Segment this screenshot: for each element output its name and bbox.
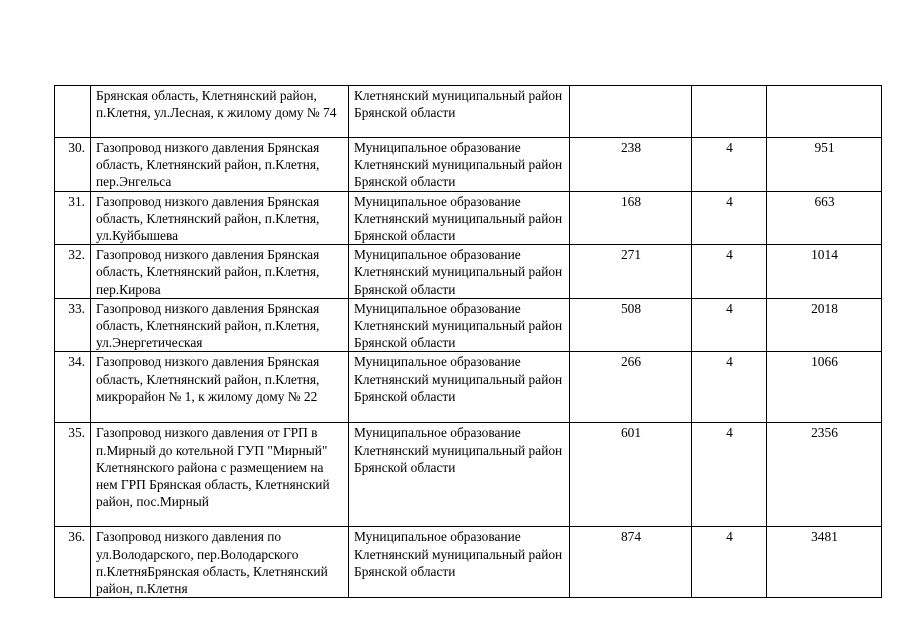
length: 601 [570, 423, 692, 527]
object-name: Газопровод низкого давления Брянская область, Клетнянский район, п.Клетня, пер.Кирова [91, 245, 349, 299]
table-row [55, 527, 882, 598]
value: 1066 [767, 352, 882, 423]
pressure: 4 [692, 245, 767, 299]
value [767, 86, 882, 138]
table-body [55, 86, 882, 598]
row-number: 32. [55, 245, 91, 299]
owner: Муниципальное образование Клетнянский муниципальный район Брянской области [349, 138, 570, 192]
owner: Муниципальное образование Клетнянский муниципальный район Брянской области [349, 245, 570, 299]
pressure: 4 [692, 191, 767, 245]
table-row [55, 138, 882, 192]
table-row [55, 423, 882, 527]
value: 3481 [767, 527, 882, 598]
row-number [55, 86, 91, 138]
value: 2356 [767, 423, 882, 527]
object-name: Газопровод низкого давления Брянская область, Клетнянский район, п.Клетня, ул.Куйбышева [91, 191, 349, 245]
value: 951 [767, 138, 882, 192]
row-number: 31. [55, 191, 91, 245]
table-row [55, 352, 882, 423]
row-number: 34. [55, 352, 91, 423]
object-name: Газопровод низкого давления по ул.Володарского, пер.Володарского п.КлетняБрянская область, Клетнянский район, п.Клетня [91, 527, 349, 598]
owner: Муниципальное образование Клетнянский муниципальный район Брянской области [349, 298, 570, 352]
owner: Муниципальное образование Клетнянский муниципальный район Брянской области [349, 423, 570, 527]
length: 271 [570, 245, 692, 299]
object-name: Газопровод низкого давления Брянская область, Клетнянский район, п.Клетня, пер.Энгельса [91, 138, 349, 192]
value: 1014 [767, 245, 882, 299]
pressure [692, 86, 767, 138]
object-name: Газопровод низкого давления Брянская область, Клетнянский район, п.Клетня, ул.Энергетическая [91, 298, 349, 352]
object-name: Газопровод низкого давления от ГРП в п.Мирный до котельной ГУП "Мирный" Клетнянского района с размещением на нем ГРП Брянская область, Клетнянский район, пос.Мирный [91, 423, 349, 527]
pressure: 4 [692, 527, 767, 598]
length: 266 [570, 352, 692, 423]
object-name: Газопровод низкого давления Брянская область, Клетнянский район, п.Клетня, микрорайон № 1, к жилому дому № 22 [91, 352, 349, 423]
pressure: 4 [692, 138, 767, 192]
length: 874 [570, 527, 692, 598]
pressure: 4 [692, 298, 767, 352]
row-number: 33. [55, 298, 91, 352]
length [570, 86, 692, 138]
row-number: 35. [55, 423, 91, 527]
owner: Муниципальное образование Клетнянский муниципальный район Брянской области [349, 352, 570, 423]
owner: Муниципальное образование Клетнянский муниципальный район Брянской области [349, 191, 570, 245]
value: 663 [767, 191, 882, 245]
table-row [55, 191, 882, 245]
pressure: 4 [692, 352, 767, 423]
table-row [55, 245, 882, 299]
length: 168 [570, 191, 692, 245]
object-name: Брянская область, Клетнянский район, п.Клетня, ул.Лесная, к жилому дому № 74 [91, 86, 349, 138]
table-row [55, 86, 882, 138]
length: 508 [570, 298, 692, 352]
row-number: 36. [55, 527, 91, 598]
owner: Муниципальное образование Клетнянский муниципальный район Брянской области [349, 527, 570, 598]
value: 2018 [767, 298, 882, 352]
objects-table [54, 85, 882, 598]
pressure: 4 [692, 423, 767, 527]
owner: Клетнянский муниципальный район Брянской области [349, 86, 570, 138]
table-row [55, 298, 882, 352]
length: 238 [570, 138, 692, 192]
row-number: 30. [55, 138, 91, 192]
